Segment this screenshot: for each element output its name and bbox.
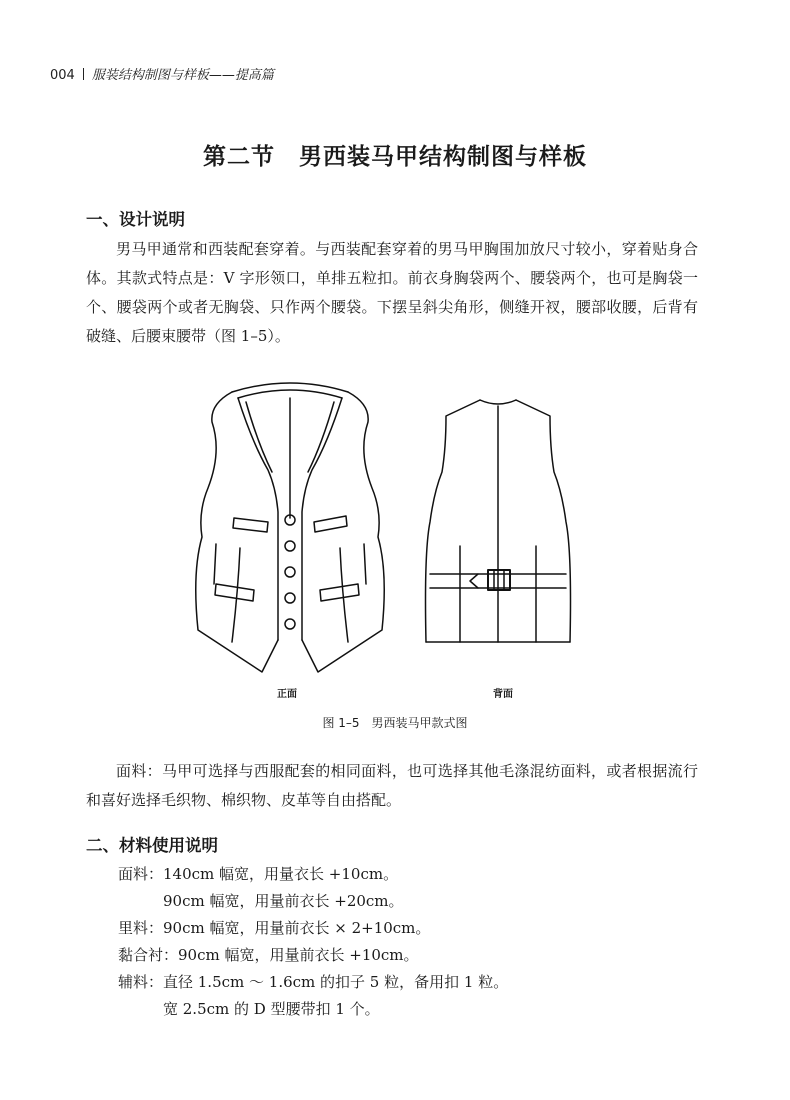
- vest-illustration: [180, 372, 610, 717]
- material-line-buckle: 宽 2.5cm 的 D 型腰带扣 1 个。: [163, 1000, 380, 1018]
- back-vest-drawing: [426, 400, 571, 642]
- back-label: 背面: [493, 689, 513, 700]
- materials-heading: 二、材料使用说明: [86, 836, 218, 855]
- section-title: 第二节 男西装马甲结构制图与样板: [203, 144, 587, 170]
- page-number: 004: [50, 68, 75, 83]
- vest-figure: [180, 372, 610, 717]
- material-line-lining: 里料：90cm 幅宽，用量前衣长 × 2+10cm。: [118, 919, 431, 937]
- material-line-accessories: 辅料：直径 1.5cm ～ 1.6cm 的扣子 5 粒，备用扣 1 粒。: [118, 973, 509, 991]
- running-header: [50, 64, 274, 83]
- material-line-interlining: 黏合衬：90cm 幅宽，用量前衣长 +10cm。: [118, 946, 419, 964]
- design-paragraph: 男马甲通常和西装配套穿着。与西装配套穿着的男马甲胸围加放尺寸较小，穿着贴身合体。其款式特点是：V 字形领口，单排五粒扣。前衣身胸袋两个、腰袋两个，也可是胸袋一个、腰袋两个或者无胸袋、只作两个腰袋。下摆呈斜尖角形，侧缝开衩，腰部收腰，后背有破缝、后腰束腰带（图 1–5）。: [86, 240, 698, 345]
- front-label: 正面: [277, 689, 297, 700]
- book-title: 服装结构制图与样板——提高篇: [91, 68, 274, 83]
- header-divider: [83, 68, 84, 80]
- material-line-fabric-alt: 90cm 幅宽，用量前衣长 +20cm。: [163, 892, 404, 910]
- front-vest-drawing: [196, 383, 385, 672]
- figure-caption: 图 1–5 男西装马甲款式图: [322, 716, 468, 730]
- fabric-paragraph: 面料：马甲可选择与西服配套的相同面料，也可选择其他毛涤混纺面料，或者根据流行和喜好选择毛织物、棉织物、皮革等自由搭配。: [86, 762, 698, 809]
- material-line-fabric: 面料：140cm 幅宽，用量衣长 +10cm。: [118, 865, 399, 883]
- design-heading: 一、设计说明: [86, 210, 185, 229]
